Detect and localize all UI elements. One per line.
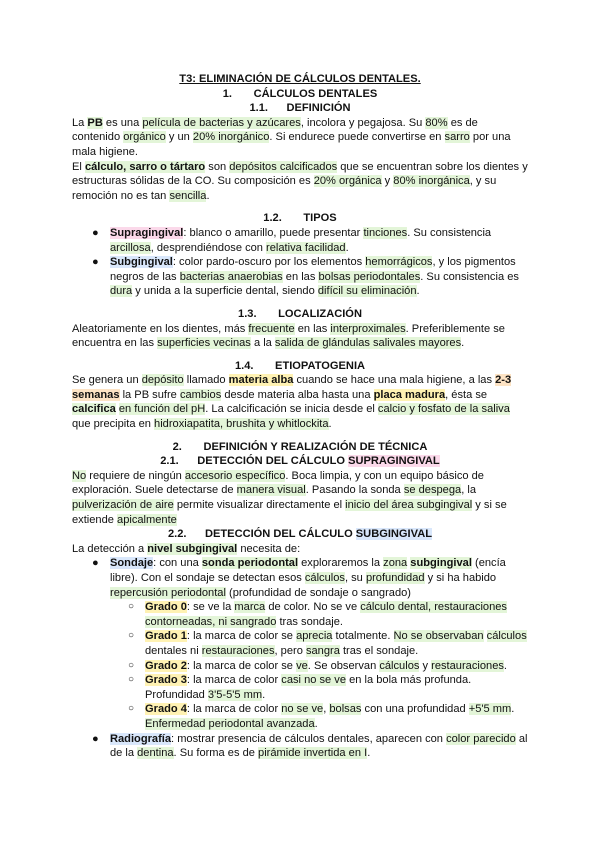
text-run: requiere de ningún	[86, 469, 185, 482]
highlighted-text: Grado 0	[145, 601, 187, 614]
highlighted-text: en función del pH	[118, 403, 206, 416]
highlighted-text: pirámide invertida en I	[258, 747, 368, 760]
section-title: TIPOS	[303, 212, 337, 225]
highlighted-text: tinciones	[363, 226, 408, 239]
highlighted-text: salida de glándulas salivales mayores	[274, 337, 462, 350]
list-item-text	[145, 600, 528, 629]
highlighted-text: Sondaje	[110, 557, 154, 570]
highlighted-text: Radiografía	[110, 732, 172, 745]
highlighted-text: color parecido	[446, 732, 516, 745]
highlighted-text: se despega	[403, 484, 462, 497]
highlighted-text: repercusión periodontal	[110, 586, 226, 599]
section-2-2-heading	[72, 527, 528, 542]
text-run: . La calcificación se inicia desde el	[205, 403, 378, 416]
section-2-heading	[72, 440, 528, 455]
text-run: .	[416, 285, 420, 298]
section-number: 1.3.	[238, 307, 257, 320]
section-title: DEFINICIÓN	[286, 102, 351, 115]
list-item-subgingival	[72, 255, 528, 299]
list-item-text	[145, 629, 528, 658]
text-run: : la marca de color	[186, 674, 282, 687]
highlighted-text: accesorio específico	[184, 469, 286, 482]
highlighted-text: hidroxiapatita, brushita y whitlockita	[154, 418, 329, 431]
supragingival-detection-paragraph	[72, 469, 528, 527]
text-run: que se encuentran sobre los dientes y estructuras sólidas de la CO. Su composición es	[72, 160, 528, 188]
text-run: La detección a	[72, 542, 148, 555]
list-item-text	[110, 255, 528, 299]
list-item-text	[110, 226, 528, 255]
section-title-highlight: SUPRAGINGIVAL	[348, 455, 440, 468]
text-run: , su	[344, 572, 366, 584]
text-run: , desprendiéndose con	[150, 241, 267, 254]
section-number: 2.2.	[167, 528, 187, 541]
text-run: : se ve la	[186, 601, 235, 614]
highlighted-text: cálculo dental, restauraciones contorneadas, ni sangrado	[145, 601, 507, 628]
text-run: tras sondaje.	[276, 615, 343, 628]
text-run: : color pardo-oscuro por los elementos	[172, 256, 366, 269]
highlighted-text: restauraciones	[431, 659, 504, 672]
text-run: dentales ni	[145, 644, 202, 657]
subgingival-intro	[72, 542, 528, 557]
section-title: LOCALIZACIÓN	[278, 307, 362, 320]
text-run: . Se observan	[307, 659, 380, 672]
bullet-icon: ●	[92, 256, 99, 269]
text-run: .	[328, 418, 332, 431]
text-run: son	[205, 160, 230, 173]
section-title: DETECCIÓN DEL CÁLCULO	[204, 528, 356, 541]
text-run: .	[367, 747, 371, 760]
highlighted-text: Supragingival	[110, 226, 184, 239]
localizacion-paragraph	[72, 322, 528, 351]
list-item-grado-1	[72, 629, 528, 658]
definition-paragraph-2	[72, 160, 528, 204]
highlighted-text: aprecia	[296, 630, 333, 643]
text-run: al de la	[110, 732, 528, 760]
text-run: . Su consistencia es	[420, 270, 519, 283]
highlighted-text: casi no se ve	[281, 674, 347, 687]
text-run: exploraremos la	[298, 557, 384, 570]
highlighted-text: frecuente	[248, 322, 295, 335]
circle-bullet-icon: ○	[128, 674, 135, 686]
section-title: CÁLCULOS DENTALES	[253, 87, 378, 100]
list-item-radiografia	[72, 732, 528, 761]
text-run: .	[511, 703, 515, 716]
list-item-grado-4	[72, 702, 528, 731]
highlighted-text: placa madura	[373, 388, 446, 401]
text-run: . Su forma es de	[173, 747, 259, 760]
text-run: : la marca de color	[186, 703, 282, 716]
circle-bullet-icon: ○	[128, 630, 135, 642]
highlighted-text: No	[72, 469, 87, 482]
highlighted-text: bacterias anaerobias	[179, 270, 283, 283]
section-1-3-heading	[72, 307, 528, 322]
text-run: . Su consistencia	[407, 226, 492, 239]
text-run: en la bola más profunda. Profundidad	[145, 674, 472, 701]
highlighted-text: difícil su eliminación	[317, 285, 417, 298]
text-run: y si ha habido	[424, 572, 497, 584]
definition-paragraph-1	[72, 116, 528, 160]
section-number: 1.2.	[263, 212, 282, 225]
list-item-grado-3	[72, 673, 528, 702]
highlighted-text: subgingival	[410, 557, 472, 570]
text-run: y	[381, 175, 394, 188]
circle-bullet-icon: ○	[128, 601, 135, 613]
text-run: : mostrar presencia de cálculos dentales, aparecen con	[171, 732, 447, 745]
text-run: permite visualizar directamente el	[173, 499, 346, 512]
section-title-highlight: SUBGINGIVAL	[355, 528, 433, 541]
section-2-1-heading	[72, 454, 528, 469]
list-item-sondaje	[72, 556, 528, 600]
list-item-supragingival	[72, 226, 528, 255]
text-run: . Pasando la sonda	[305, 484, 404, 497]
section-number: 1.	[222, 87, 232, 100]
highlighted-text: zona	[383, 557, 408, 570]
highlighted-text: Grado 1	[145, 630, 187, 643]
text-run: : blanco o amarillo, puede presentar	[183, 226, 364, 239]
text-run: cuando se hace una mala higiene, a las	[293, 374, 496, 387]
text-run: por una mala higiene.	[72, 131, 511, 158]
highlighted-text: calcio y fosfato de la saliva	[377, 403, 510, 416]
text-run: , ésta se	[445, 388, 488, 401]
highlighted-text: ve	[296, 659, 308, 672]
highlighted-text: interproximales	[330, 322, 406, 335]
section-title: DETECCIÓN DEL CÁLCULO	[197, 455, 349, 468]
text-run: con una profundidad	[361, 703, 469, 716]
highlighted-text: sarro	[444, 131, 470, 144]
highlighted-text: bolsas periodontales	[318, 270, 421, 283]
section-title: ETIOPATOGENIA	[275, 359, 366, 372]
text-run: , y su remoción no es tan	[72, 175, 497, 202]
section-1-2-heading	[72, 211, 528, 226]
highlighted-text: 3'5-5'5 mm	[207, 688, 263, 701]
highlighted-text: 20% inorgánico	[192, 131, 270, 144]
text-run: .	[206, 189, 210, 202]
text-run: : la marca de color se	[186, 659, 297, 672]
bullet-icon: ●	[92, 226, 99, 239]
highlighted-text: dura	[110, 285, 133, 298]
text-run: El	[72, 160, 85, 173]
highlighted-text: cálculo, sarro o tártaro	[84, 160, 206, 173]
text-run: y	[419, 659, 432, 672]
circle-bullet-icon: ○	[128, 659, 135, 671]
text-run: .	[314, 717, 318, 730]
highlighted-text: bolsas	[329, 703, 362, 716]
text-run: Aleatoriamente en los dientes, más	[72, 322, 249, 335]
text-run: y si se extiende	[72, 499, 507, 526]
text-run: en las	[294, 322, 331, 335]
highlighted-text: cálculos	[379, 659, 420, 672]
bullet-icon: ●	[92, 557, 99, 570]
highlighted-text: sencilla	[169, 189, 207, 202]
highlighted-text: orgánico	[123, 131, 166, 144]
highlighted-text: marca	[234, 601, 266, 614]
highlighted-text: depósito	[141, 374, 184, 387]
highlighted-text: pulverización de aire	[72, 499, 174, 512]
highlighted-text: 2-3 semanas	[72, 374, 512, 401]
highlighted-text: PB	[87, 116, 103, 129]
section-number: 2.	[172, 440, 182, 453]
section-number: 2.1.	[160, 455, 179, 468]
section-1-4-heading	[72, 359, 528, 374]
text-run: : con una	[153, 557, 202, 570]
highlighted-text: Enfermedad periodontal avanzada	[145, 717, 315, 730]
text-run: , pero	[274, 644, 306, 657]
highlighted-text: Grado 4	[145, 703, 187, 716]
text-run: .	[503, 659, 507, 672]
highlighted-text: +5'5 mm	[468, 703, 512, 716]
section-number: 1.4.	[234, 359, 254, 372]
highlighted-text: No se observaban	[393, 630, 484, 643]
highlighted-text: arcillosa	[110, 241, 151, 254]
text-run: llamado	[183, 374, 229, 387]
bullet-icon: ●	[92, 732, 99, 745]
list-item-text	[110, 732, 528, 761]
text-run: es de contenido	[72, 116, 478, 144]
etiopatogenia-paragraph	[72, 373, 528, 431]
highlighted-text: 20% orgánica	[313, 175, 382, 188]
text-run: . Preferiblemente se encuentra en las	[72, 322, 505, 350]
text-run: (encía libre). Con el sondaje se detectan esos	[110, 557, 506, 584]
text-run: , y los pigmentos negros de las	[110, 256, 516, 283]
highlighted-text: cambios	[179, 388, 222, 401]
text-run: Se genera un	[72, 374, 142, 387]
section-1-1-heading	[72, 101, 528, 116]
text-run: : la marca de color se	[186, 630, 297, 643]
highlighted-text: superficies vecinas	[157, 337, 251, 350]
highlighted-text: materia alba	[228, 374, 294, 387]
text-run: . Si endurece puede convertirse en	[269, 131, 445, 144]
text-run: la PB sufre	[119, 388, 180, 401]
text-run: La	[72, 116, 88, 129]
highlighted-text: Grado 2	[145, 659, 187, 672]
highlighted-text: restauraciones	[201, 644, 275, 657]
text-run: totalmente.	[332, 630, 394, 643]
highlighted-text: hemorrágicos	[365, 256, 433, 269]
list-item-grado-0	[72, 600, 528, 629]
text-run: . Boca limpia, y con un equipo básico de exploración. Suele detectarse de	[72, 469, 484, 497]
text-run: , la	[461, 484, 476, 497]
text-run: , incolora y pegajosa. Su	[300, 116, 426, 129]
highlighted-text: inicio del área subgingival	[345, 499, 473, 512]
text-run: a la	[250, 337, 275, 350]
circle-bullet-icon: ○	[128, 703, 135, 715]
text-run: tras el sondaje.	[339, 644, 419, 657]
text-run: .	[461, 337, 465, 350]
section-number: 1.1.	[249, 102, 268, 115]
document-page	[72, 72, 528, 761]
text-run: .	[262, 688, 266, 701]
highlighted-text: cálculos	[486, 630, 527, 643]
text-run: necesita de:	[237, 542, 301, 555]
highlighted-text: dentina	[137, 747, 174, 760]
section-1-heading	[72, 87, 528, 102]
highlighted-text: 80% inorgánica	[393, 175, 470, 188]
highlighted-text: cálculos	[304, 572, 345, 584]
highlighted-text: manera visual	[236, 484, 306, 497]
list-item-grado-2	[72, 659, 528, 674]
text-run: y unida a la superficie dental, siendo	[132, 285, 318, 298]
document-title: T3: ELIMINACIÓN DE CÁLCULOS DENTALES.	[179, 73, 421, 85]
list-item-text	[145, 659, 528, 674]
highlighted-text: Grado 3	[145, 674, 187, 687]
highlighted-text: relativa facilidad	[266, 241, 346, 254]
highlighted-text: depósitos calcificados	[229, 160, 338, 173]
highlighted-text: calcifica	[72, 403, 116, 416]
section-title: DEFINICIÓN Y REALIZACIÓN DE TÉCNICA	[203, 440, 428, 453]
text-run: es una	[102, 116, 143, 129]
text-run: (profundidad de sondaje o sangrado)	[225, 586, 411, 599]
text-run: desde materia alba hasta una	[221, 388, 374, 401]
text-run: que precipita en	[72, 418, 155, 431]
text-run: de color. No se ve	[265, 601, 361, 614]
highlighted-text: 80%	[425, 116, 448, 129]
highlighted-text: sonda periodontal	[201, 557, 299, 570]
text-run: ,	[323, 703, 330, 716]
highlighted-text: no se ve	[281, 703, 324, 716]
list-item-text	[145, 673, 528, 702]
highlighted-text: apicalmente	[117, 513, 177, 526]
highlighted-text: película de bacterias y azúcares	[142, 116, 301, 129]
list-item-text	[110, 556, 528, 600]
highlighted-text: nivel subgingival	[147, 542, 238, 555]
list-item-text	[145, 702, 528, 731]
text-run: .	[345, 241, 349, 254]
text-run: y un	[165, 131, 193, 144]
highlighted-text: profundidad	[365, 572, 425, 584]
text-run: en las	[282, 270, 319, 283]
highlighted-text: Subgingival	[110, 256, 173, 269]
highlighted-text: sangra	[305, 644, 340, 657]
